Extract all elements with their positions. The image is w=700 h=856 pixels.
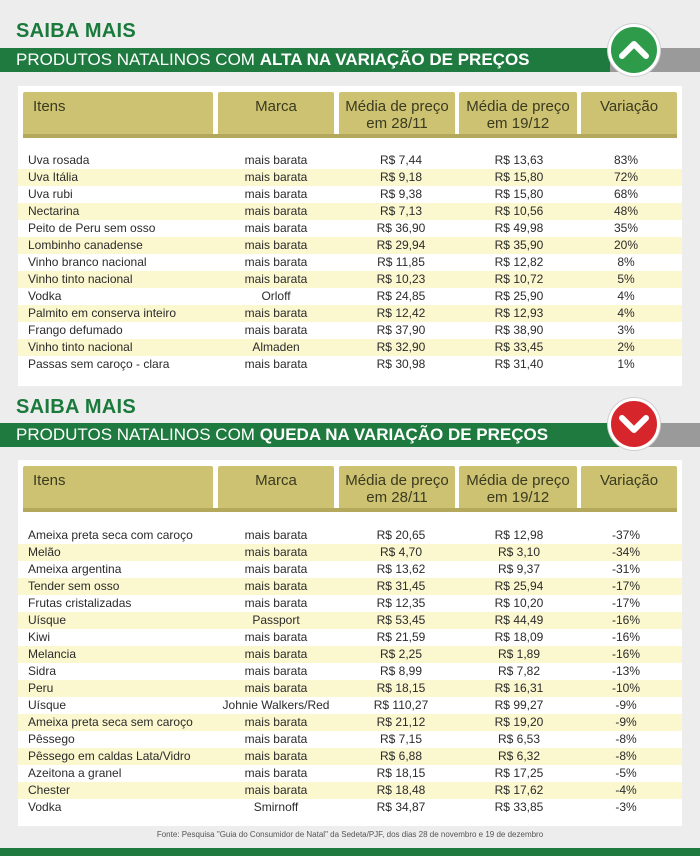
variation: -10%	[611, 681, 640, 695]
price-19-12: R$ 15,80	[494, 170, 544, 184]
table-row	[18, 646, 682, 663]
item-name: Chester	[28, 783, 71, 797]
price-28-11: R$ 9,38	[379, 187, 423, 201]
price-19-12: R$ 25,94	[494, 579, 544, 593]
item-name: Uva Itália	[28, 170, 79, 184]
item-name: Uísque	[28, 698, 67, 712]
brand: mais barata	[244, 204, 308, 218]
brand: Passport	[252, 613, 300, 627]
variation: -34%	[611, 545, 640, 559]
variation: -13%	[611, 664, 640, 678]
brand: mais barata	[244, 732, 308, 746]
table-row	[18, 322, 682, 339]
table-row	[18, 799, 682, 816]
item-name: Sidra	[28, 664, 57, 678]
price-28-11: R$ 34,87	[376, 800, 426, 814]
brand: mais barata	[244, 357, 308, 371]
price-19-12: R$ 17,62	[494, 783, 544, 797]
item-name: Pêssego em caldas Lata/Vidro	[28, 749, 191, 763]
variation: 72%	[613, 170, 639, 184]
price-19-12: R$ 10,20	[494, 596, 544, 610]
section-down-title-regular: PRODUTOS NATALINOS COM	[16, 425, 260, 444]
variation: -37%	[611, 528, 640, 542]
price-19-12: R$ 33,45	[494, 340, 544, 354]
item-name: Uva rosada	[28, 153, 90, 167]
item-name: Passas sem caroço - clara	[28, 357, 170, 371]
table-row	[18, 629, 682, 646]
price-28-11: R$ 36,90	[376, 221, 426, 235]
brand: mais barata	[244, 528, 308, 542]
price-19-12: R$ 15,80	[494, 187, 544, 201]
item-name: Uva rubi	[28, 187, 73, 201]
brand: Smirnoff	[253, 800, 299, 814]
brand: Orloff	[261, 289, 291, 303]
price-28-11: R$ 32,90	[376, 340, 426, 354]
price-28-11: R$ 29,94	[376, 238, 426, 252]
chevron-down-icon	[608, 398, 660, 450]
price-28-11: R$ 21,12	[376, 715, 426, 729]
item-name: Frutas cristalizadas	[28, 596, 132, 610]
price-28-11: R$ 10,23	[376, 272, 426, 286]
price-28-11: R$ 24,85	[376, 289, 426, 303]
table-row	[18, 561, 682, 578]
section-up-title-bar	[0, 48, 610, 72]
brand: Johnie Walkers/Red	[222, 698, 330, 712]
price-19-12: R$ 38,90	[494, 323, 544, 337]
variation: 83%	[613, 153, 639, 167]
section-down-title-bar	[0, 423, 640, 447]
col-header-price-19-12: Média de preço em 19/12	[459, 92, 577, 138]
price-19-12: R$ 49,98	[494, 221, 544, 235]
variation: -9%	[615, 698, 637, 712]
brand: mais barata	[244, 306, 308, 320]
price-28-11: R$ 37,90	[376, 323, 426, 337]
brand: mais barata	[244, 153, 308, 167]
section-up-title-regular: PRODUTOS NATALINOS COM	[16, 50, 260, 69]
item-name: Nectarina	[28, 204, 80, 218]
price-28-11: R$ 2,25	[379, 647, 423, 661]
table-row	[18, 356, 682, 373]
price-19-12: R$ 12,82	[494, 255, 544, 269]
col-header-price-28-11: Média de preço em 28/11	[339, 466, 455, 512]
brand: mais barata	[244, 664, 308, 678]
price-19-12: R$ 12,98	[494, 528, 544, 542]
variation: -8%	[615, 732, 637, 746]
variation: -8%	[615, 749, 637, 763]
item-name: Azeitona a granel	[28, 766, 122, 780]
item-name: Melão	[28, 545, 61, 559]
variation: -16%	[611, 630, 640, 644]
price-28-11: R$ 9,18	[379, 170, 423, 184]
price-19-12: R$ 12,93	[494, 306, 544, 320]
price-28-11: R$ 11,85	[377, 255, 425, 269]
brand: mais barata	[244, 749, 308, 763]
price-28-11: R$ 18,15	[376, 681, 426, 695]
variation: 2%	[617, 340, 635, 354]
item-name: Melancia	[28, 647, 77, 661]
col-header-item: Itens	[23, 92, 213, 138]
brand: mais barata	[244, 323, 308, 337]
variation: 4%	[617, 289, 635, 303]
section-down-kicker: SAIBA MAIS	[16, 396, 137, 418]
item-name: Tender sem osso	[28, 579, 120, 593]
table-row	[18, 152, 682, 169]
price-19-12: R$ 19,20	[494, 715, 544, 729]
col-header-brand: Marca	[218, 466, 334, 512]
brand: mais barata	[244, 187, 308, 201]
price-28-11: R$ 53,45	[376, 613, 426, 627]
item-name: Pêssego	[28, 732, 75, 746]
brand: mais barata	[244, 647, 308, 661]
price-28-11: R$ 110,27	[373, 698, 429, 712]
item-name: Vodka	[28, 289, 62, 303]
item-name: Lombinho canadense	[28, 238, 143, 252]
price-19-12: R$ 13,63	[494, 153, 544, 167]
brand: mais barata	[244, 715, 308, 729]
table-row	[18, 254, 682, 271]
item-name: Peru	[28, 681, 54, 695]
table-row	[18, 697, 682, 714]
col-header-price-28-11: Média de preço em 28/11	[339, 92, 455, 138]
brand: mais barata	[244, 562, 308, 576]
chevron-up-icon	[608, 24, 660, 76]
col-header-price-19-12: Média de preço em 19/12	[459, 466, 577, 512]
table-row	[18, 578, 682, 595]
brand: mais barata	[244, 596, 308, 610]
variation: 5%	[617, 272, 635, 286]
table-row	[18, 680, 682, 697]
source-note: Fonte: Pesquisa "Guia do Consumidor de Natal" da Sedeta/PJF, dos dias 28 de novembro e 19 de dezembro	[156, 830, 544, 839]
brand: mais barata	[244, 170, 308, 184]
table-row	[18, 544, 682, 561]
price-28-11: R$ 7,13	[379, 204, 423, 218]
table-row	[18, 339, 682, 356]
col-header-variation: Variação	[581, 466, 677, 512]
price-28-11: R$ 12,42	[376, 306, 426, 320]
variation: -5%	[615, 766, 637, 780]
price-28-11: R$ 21,59	[376, 630, 426, 644]
brand: mais barata	[244, 579, 308, 593]
price-28-11: R$ 30,98	[376, 357, 426, 371]
col-header-brand: Marca	[218, 92, 334, 138]
table-row	[18, 305, 682, 322]
variation: -16%	[611, 613, 640, 627]
item-name: Vinho tinto nacional	[28, 272, 133, 286]
table-row	[18, 731, 682, 748]
section-up-kicker: SAIBA MAIS	[16, 20, 137, 42]
table-row	[18, 612, 682, 629]
price-19-12: R$ 6,32	[497, 749, 541, 763]
item-name: Ameixa argentina	[28, 562, 122, 576]
brand: mais barata	[244, 783, 308, 797]
price-28-11: R$ 7,15	[379, 732, 423, 746]
table-row	[18, 748, 682, 765]
item-name: Peito de Peru sem osso	[28, 221, 156, 235]
price-19-12: R$ 33,85	[494, 800, 544, 814]
table-row	[18, 765, 682, 782]
price-19-12: R$ 16,31	[494, 681, 544, 695]
section-down-title-bold: QUEDA NA VARIAÇÃO DE PREÇOS	[259, 425, 549, 444]
price-28-11: R$ 4,70	[379, 545, 423, 559]
variation: 20%	[613, 238, 639, 252]
item-name: Ameixa preta seca sem caroço	[28, 715, 193, 729]
table-row	[18, 527, 682, 544]
price-19-12: R$ 10,56	[494, 204, 544, 218]
variation: 68%	[613, 187, 639, 201]
variation: 48%	[613, 204, 639, 218]
price-28-11: R$ 7,44	[379, 153, 423, 167]
item-name: Ameixa preta seca com caroço	[28, 528, 193, 542]
variation: -17%	[611, 596, 640, 610]
price-19-12: R$ 9,37	[497, 562, 541, 576]
price-28-11: R$ 20,65	[376, 528, 426, 542]
item-name: Kiwi	[28, 630, 51, 644]
price-19-12: R$ 44,49	[494, 613, 544, 627]
table-row	[18, 714, 682, 731]
table-down	[18, 460, 682, 826]
item-name: Vodka	[28, 800, 62, 814]
price-28-11: R$ 8,99	[379, 664, 423, 678]
variation: -4%	[615, 783, 637, 797]
bottom-bar	[0, 848, 700, 856]
variation: -31%	[611, 562, 640, 576]
price-19-12: R$ 1,89	[497, 647, 541, 661]
price-28-11: R$ 18,15	[376, 766, 426, 780]
price-19-12: R$ 7,82	[497, 664, 541, 678]
brand: mais barata	[244, 545, 308, 559]
table-row	[18, 271, 682, 288]
price-19-12: R$ 10,72	[494, 272, 544, 286]
price-28-11: R$ 6,88	[379, 749, 423, 763]
table-row	[18, 186, 682, 203]
brand: mais barata	[244, 766, 308, 780]
col-header-variation: Variação	[581, 92, 677, 138]
brand: mais barata	[244, 255, 308, 269]
brand: mais barata	[244, 681, 308, 695]
price-28-11: R$ 13,62	[376, 562, 426, 576]
variation: 4%	[617, 306, 635, 320]
price-28-11: R$ 18,48	[376, 783, 426, 797]
brand: Almaden	[252, 340, 300, 354]
variation: -3%	[615, 800, 637, 814]
variation: -17%	[611, 579, 640, 593]
price-19-12: R$ 3,10	[497, 545, 541, 559]
table-row	[18, 782, 682, 799]
item-name: Frango defumado	[28, 323, 123, 337]
section-up-title-bold: ALTA NA VARIAÇÃO DE PREÇOS	[259, 50, 530, 69]
table-up	[18, 86, 682, 386]
price-19-12: R$ 18,09	[494, 630, 544, 644]
table-row	[18, 288, 682, 305]
price-19-12: R$ 6,53	[497, 732, 541, 746]
brand: mais barata	[244, 221, 308, 235]
price-19-12: R$ 25,90	[494, 289, 544, 303]
price-19-12: R$ 31,40	[494, 357, 544, 371]
item-name: Palmito em conserva inteiro	[28, 306, 177, 320]
variation: -9%	[615, 715, 637, 729]
price-28-11: R$ 12,35	[376, 596, 426, 610]
table-row	[18, 220, 682, 237]
item-name: Uísque	[28, 613, 67, 627]
brand: mais barata	[244, 238, 308, 252]
table-row	[18, 203, 682, 220]
price-19-12: R$ 35,90	[494, 238, 544, 252]
variation: -16%	[611, 647, 640, 661]
brand: mais barata	[244, 272, 308, 286]
table-row	[18, 169, 682, 186]
table-row	[18, 663, 682, 680]
variation: 3%	[617, 323, 635, 337]
item-name: Vinho branco nacional	[28, 255, 147, 269]
col-header-item: Itens	[23, 466, 213, 512]
price-28-11: R$ 31,45	[376, 579, 426, 593]
price-19-12: R$ 99,27	[494, 698, 544, 712]
table-row	[18, 237, 682, 254]
variation: 8%	[617, 255, 635, 269]
table-row	[18, 595, 682, 612]
item-name: Vinho tinto nacional	[28, 340, 133, 354]
variation: 35%	[613, 221, 639, 235]
brand: mais barata	[244, 630, 308, 644]
variation: 1%	[617, 357, 635, 371]
price-19-12: R$ 17,25	[494, 766, 544, 780]
